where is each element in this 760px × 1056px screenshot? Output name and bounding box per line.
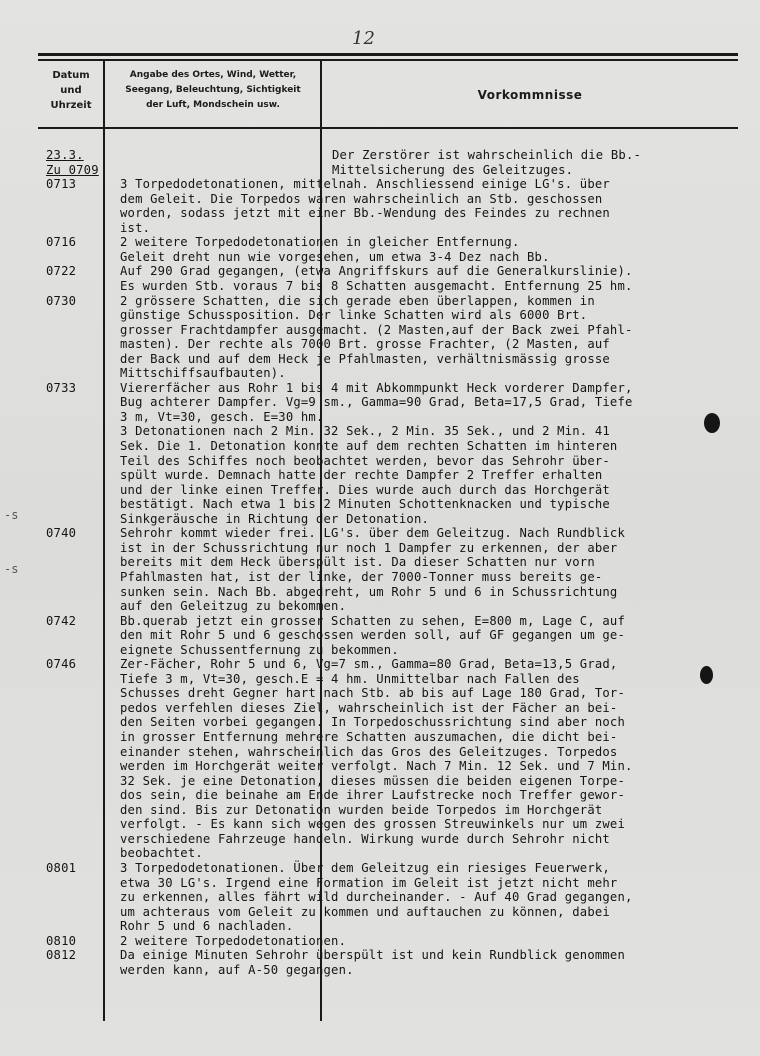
entry-text-line: um achteraus vom Geleit zu kommen und auftauchen zu können, dabei [120,904,610,919]
column-divider-date [103,59,105,1021]
entry-text-line: pedos verfehlen dieses Ziel, wahrscheinlich ist der Fächer an bei- [120,700,618,715]
entry-text-line: sunken sein. Nach Bb. abgedreht, um Rohr 5 und 6 in Schussrichtung [120,584,618,599]
entry-text-line: der Back und auf dem Heck je Pfahlmasten, verhältnismässig grosse [120,351,610,366]
entry-text-line: Geleit dreht nun wie vorgesehen, um etwa 3-4 Dez nach Bb. [120,249,550,264]
entry-text-line: worden, sodass jetzt mit einer Bb.-Wendung des Feindes zu rechnen [120,206,610,221]
entry-text-line: auf den Geleitzug zu bekommen. [120,599,347,614]
header-rule-top-thin [38,59,738,61]
entry-text-line: 3 Torpedodetonationen. Über dem Geleitzug ein riesiges Feuerwerk, [120,860,610,875]
entry-text-line: bestätigt. Nach etwa 1 bis 2 Minuten Schottenknacken und typische [120,497,610,512]
entry-time: 0713 [46,177,77,192]
entry-text-line: verfolgt. - Es kann sich wegen des grossen Streuwinkels nur um zwei [120,817,626,832]
entry-text-line: 3 Torpedodetonationen, mittelnah. Anschliessend einige LG's. über [120,177,610,192]
entry-text-line: Der Zerstörer ist wahrscheinlich die Bb.- [332,148,642,162]
header-date-line: Datum [52,70,90,81]
header-rule-top [38,53,738,56]
entry-text-line: den Seiten vorbei gegangen. In Torpedoschussrichtung sind aber noch [120,715,626,730]
entry-text-line: den mit Rohr 5 und 6 geschossen werden soll, auf GF gegangen um ge- [120,628,626,643]
entry-text-line: 3 Detonationen nach 2 Min. 32 Sek., 2 Min. 35 Sek., und 2 Min. 41 [120,424,610,439]
entry-text-line: beobachtet. [120,846,203,861]
column-header-place [108,68,318,113]
entry-text-line: Rohr 5 und 6 nachladen. [120,919,294,934]
header-place-line: der Luft, Mondschein usw. [146,100,280,110]
entry-text-line: Sinkgeräusche in Richtung der Detonation. [120,511,430,526]
entry-time: 0722 [46,264,77,279]
entry-text-line: werden im Horchgerät weiter verfolgt. Nach 7 Min. 12 Sek. und 7 Min. [120,759,633,774]
entry-time: 0733 [46,380,77,395]
entry-text-line: bereits mit dem Heck überspült ist. Da dieser Schatten nur vorn [120,555,595,570]
entry-time: 0810 [46,933,77,948]
entry-text-line: Tiefe 3 m, Vt=30, gesch.E = 4 hm. Unmittelbar nach Fallen des [120,671,580,686]
ink-blot [700,666,713,684]
entry-text-line: 2 weitere Torpedodetonationen in gleicher Entfernung. [120,235,520,250]
entry-text-line: 2 weitere Torpedodetonationen. [120,933,347,948]
entry-text-line: 32 Sek. je eine Detonation, dieses müssen die beiden eigenen Torpe- [120,773,626,788]
header-place-line: Angabe des Ortes, Wind, Wetter, [129,70,297,80]
entry-text-line: Teil des Schiffes noch beobachtet werden, bevor das Sehrohr über- [120,453,610,468]
header-date-line: und [60,85,82,96]
entry-text-line: den sind. Bis zur Detonation wurden beide Torpedos im Horchgerät [120,802,603,817]
header-place-line: Seegang, Beleuchtung, Sichtigkeit [125,85,301,95]
entry-text-line: verschiedene Fahrzeuge handeln. Wirkung wurde durch Sehrohr nicht [120,831,610,846]
margin-mark: ‐s [4,562,19,576]
column-header-events: Vorkommnisse [477,88,583,102]
entry-text-line: zu erkennen, alles fährt wild durcheinander. - Auf 40 Grad gegangen, [120,890,633,905]
margin-mark: ‐s [4,508,19,522]
header-date-line: Uhrzeit [50,100,92,111]
entry-text-line: Es wurden Stb. voraus 7 bis 8 Schatten ausgemacht. Entfernung 25 hm. [120,278,633,293]
entry-text-line: Zer-Fächer, Rohr 5 und 6, Vg=7 sm., Gamma=80 Grad, Beta=13,5 Grad, [120,657,618,672]
entry-text-line: einander stehen, wahrscheinlich das Gros des Geleitzuges. Torpedos [120,744,618,759]
entry-text-line: etwa 30 LG's. Irgend eine Formation im Geleit ist jetzt nicht mehr [120,875,618,890]
entry-text-line: Bug achterer Dampfer. Vg=9 sm., Gamma=90 Grad, Beta=17,5 Grad, Tiefe [120,395,633,410]
entry-time: 0801 [46,860,77,875]
ink-blot [704,413,720,433]
entry-text-line: und der linke einen Treffer. Dies wurde auch durch das Horchgerät [120,482,610,497]
entry-time: 0746 [46,657,77,672]
entry-text-line: Auf 290 Grad gegangen, (etwa Angriffskurs auf die Generalkurslinie). [120,264,633,279]
entry-time: 0812 [46,948,77,963]
entry-time: Zu 0709 [46,162,99,177]
entry-text-line: eignete Schussentfernung zu bekommen. [120,642,399,657]
entry-text-line: Da einige Minuten Sehrohr überspült ist und kein Rundblick genommen [120,948,626,963]
entry-text-line: Mittschiffsaufbauten). [120,366,286,381]
entry-text-line: dos sein, die beinahe am Ende ihrer Laufstrecke noch Treffer gewor- [120,788,626,803]
entry-text-line: spült wurde. Demnach hatte der rechte Dampfer 2 Treffer erhalten [120,468,603,483]
entry-text-line: 3 m, Vt=30, gesch. E=30 hm. [120,409,324,424]
column-header-date [40,68,102,113]
entry-text-line: in grosser Entfernung mehrere Schatten auszumachen, die dicht bei- [120,730,618,744]
entry-time: 0742 [46,613,77,628]
header-rule-bottom [38,127,738,129]
entry-text-line: ist. [120,220,151,235]
entry-time: 0716 [46,235,77,250]
entry-text-line: Sek. Die 1. Detonation konnte auf dem rechten Schatten im hinteren [120,439,618,453]
entry-text-line: günstige Schussposition. Der linke Schatten wird als 6000 Brt. [120,308,588,323]
entry-text-line: masten). Der rechte als 7000 Brt. grosse Frachter, (2 Masten, auf [120,337,610,352]
entry-text-line: Viererfächer aus Rohr 1 bis 4 mit Abkommpunkt Heck vorderer Dampfer, [120,380,633,395]
entry-time: 23.3. [46,148,84,162]
entry-text-line: Mittelsicherung des Geleitzuges. [332,162,574,177]
entry-text-line: 2 grössere Schatten, die sich gerade eben überlappen, kommen in [120,293,595,308]
entry-text-line: ist in der Schussrichtung nur noch 1 Dampfer zu erkennen, der aber [120,540,618,555]
entry-text-line: Pfahlmasten hat, ist der linke, der 7000-Tonner muss bereits ge- [120,569,603,584]
entry-text-line: Bb.querab jetzt ein grosser Schatten zu sehen, E=800 m, Lage C, auf [120,613,626,628]
entry-text-line: Sehrohr kommt wieder frei. LG's. über dem Geleitzug. Nach Rundblick [120,526,626,541]
entry-text-line: grosser Frachtdampfer ausgemacht. (2 Masten,auf der Back zwei Pfahl- [120,322,633,337]
page-number: 12 [352,28,375,49]
entry-text-line: Schusses dreht Gegner hart nach Stb. ab bis auf Lage 180 Grad, Tor- [120,686,626,701]
entry-time: 0730 [46,293,77,308]
entry-text-line: dem Geleit. Die Torpedos waren wahrscheinlich an Stb. geschossen [120,191,603,206]
entry-time: 0740 [46,526,77,541]
entry-text-line: werden kann, auf A-50 gegangen. [120,962,354,977]
